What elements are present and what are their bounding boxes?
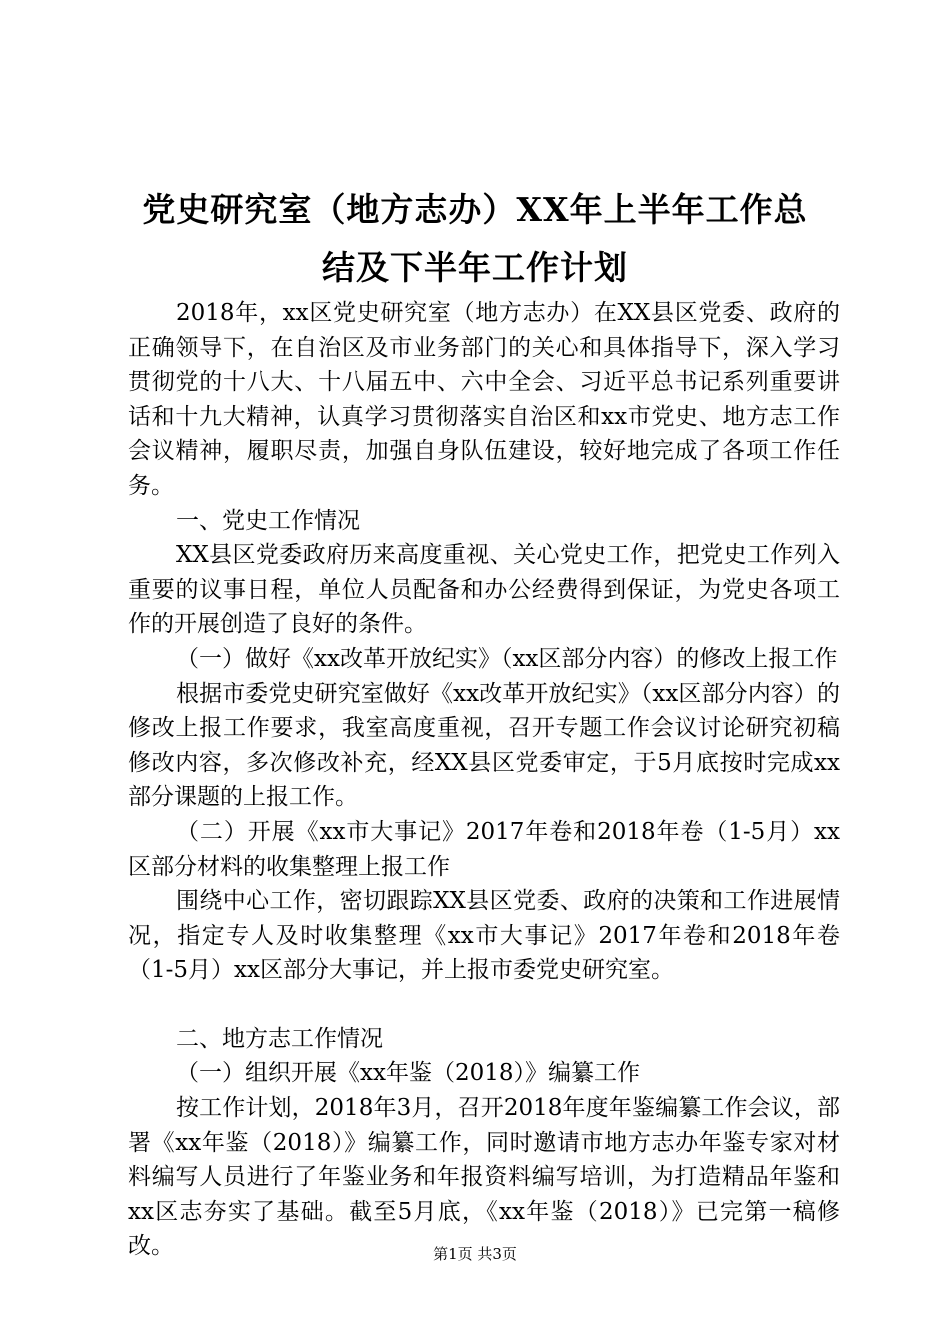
section-heading-party-history: 一、党史工作情况	[176, 507, 360, 534]
body-paragraph: 按工作计划，2018年3月，召开2018年度年鉴编纂工作会议，部署《xx年鉴（2018）》编纂工作，同时邀请市地方志办年鉴专家对材料编写人员进行了年鉴业务和年报资料编写培训，为打造精品年鉴和xx区志夯实了基础。截至5月底，《xx年鉴（2018）》已完第一稿修改。	[128, 1095, 840, 1260]
document-title-line2: 结及下半年工作计划	[322, 248, 628, 287]
section-heading-local-chronicles: 二、地方志工作情况	[176, 1025, 383, 1052]
document-body	[128, 296, 840, 1264]
document-title-line1: 党史研究室（地方志办）XX年上半年工作总	[142, 190, 808, 229]
intro-paragraph: 2018年，xx区党史研究室（地方志办）在XX县区党委、政府的正确领导下，在自治区及市业务部门的关心和具体指导下，深入学习贯彻党的十八大、十八届五中、六中全会、习近平总书记系列重要讲话和十九大精神，认真学习贯彻落实自治区和xx市党史、地方志工作会议精神，履职尽责，加强自身队伍建设，较好地完成了各项工作任务。	[128, 300, 840, 499]
page-footer: 第1页 共3页	[433, 1245, 517, 1263]
body-paragraph: 根据市委党史研究室做好《xx改革开放纪实》（xx区部分内容）的修改上报工作要求，我室高度重视，召开专题工作会议讨论研究初稿修改内容，多次修改补充，经XX县区党委审定，于5月底按时完成xx部分课题的上报工作。	[128, 680, 840, 811]
subsection-heading: （一）做好《xx改革开放纪实》（xx区部分内容）的修改上报工作	[176, 645, 838, 672]
subsection-heading: （二）开展《xx市大事记》2017年卷和2018年卷（1-5月）xx区部分材料的收集整理上报工作	[128, 818, 840, 880]
body-paragraph: XX县区党委政府历来高度重视、关心党史工作，把党史工作列入重要的议事日程，单位人员配备和办公经费得到保证，为党史各项工作的开展创造了良好的条件。	[128, 542, 840, 638]
body-paragraph: 围绕中心工作，密切跟踪XX县区党委、政府的决策和工作进展情况，指定专人及时收集整理《xx市大事记》2017年卷和2018年卷（1-5月）xx区部分大事记，并上报市委党史研究室。	[128, 888, 840, 984]
subsection-heading: （一）组织开展《xx年鉴（2018）》编纂工作	[176, 1060, 640, 1087]
